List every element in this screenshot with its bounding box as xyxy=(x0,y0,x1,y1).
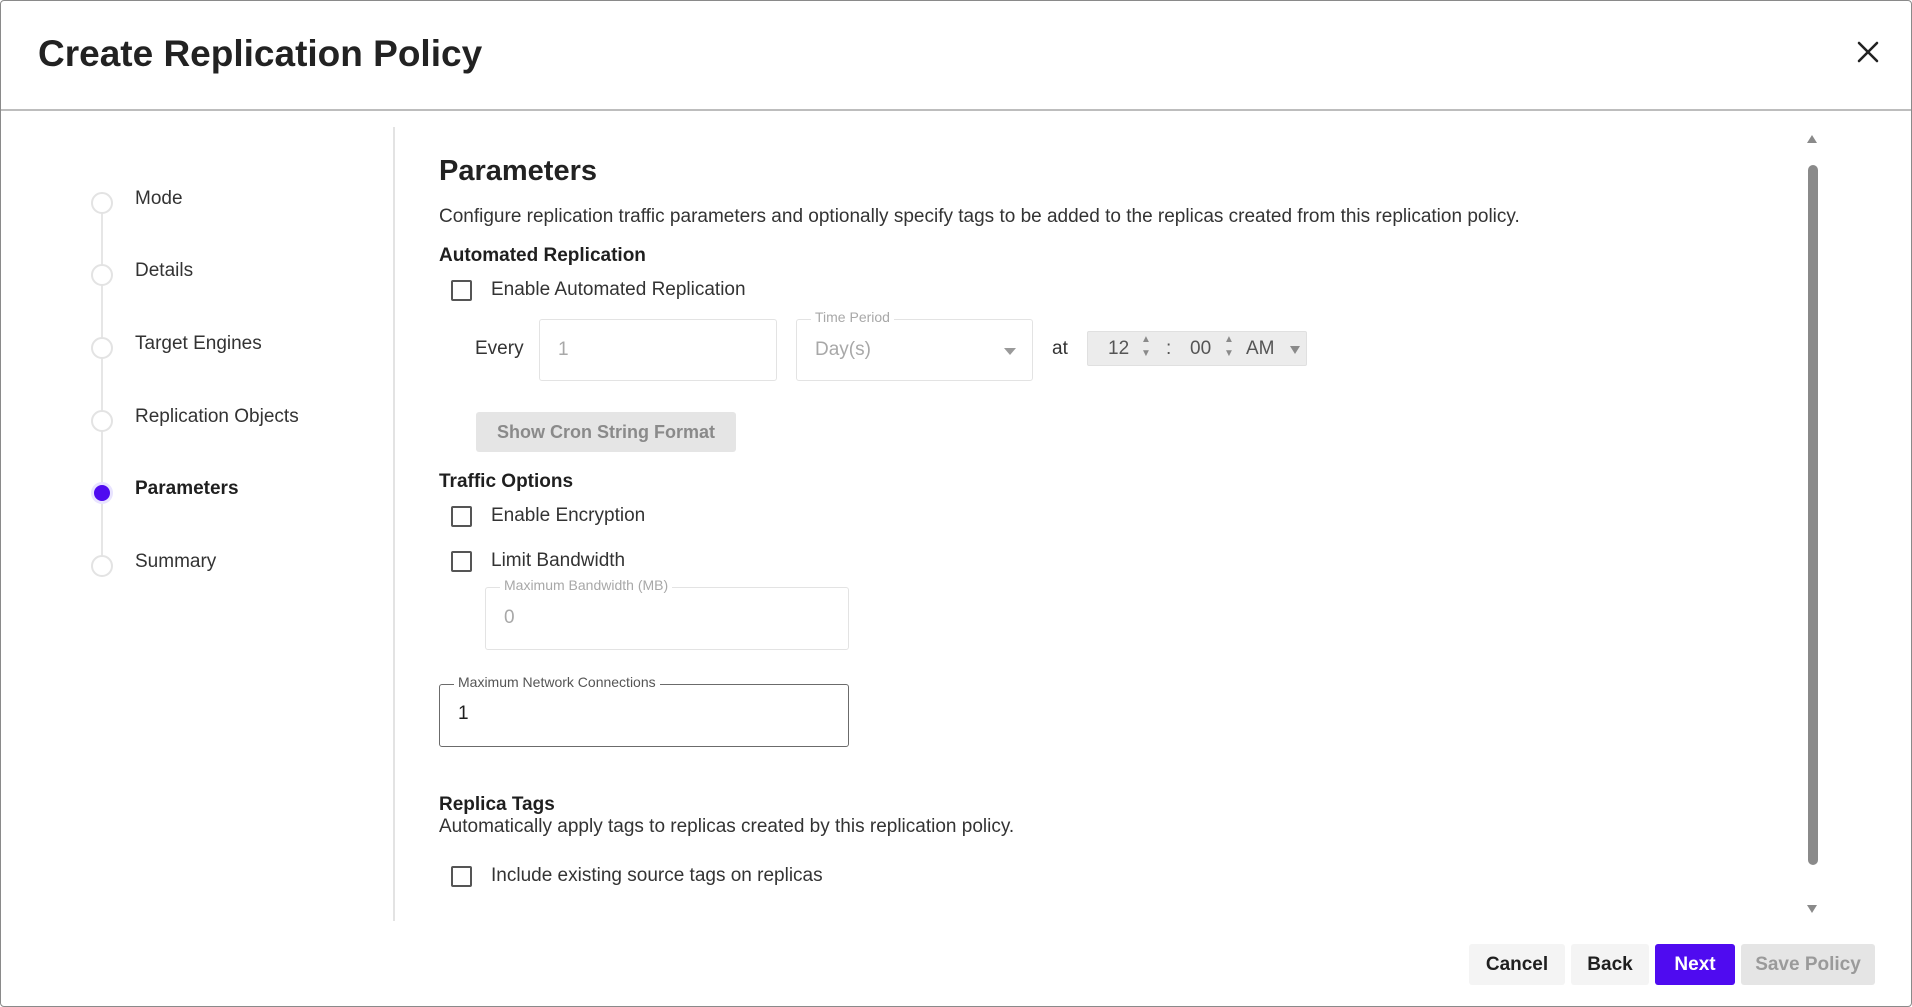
minute-field[interactable]: 00 xyxy=(1190,338,1212,359)
spinner-down-icon[interactable]: ▼ xyxy=(1141,348,1151,359)
scroll-up-icon[interactable] xyxy=(1807,135,1817,143)
save-policy-button[interactable]: Save Policy xyxy=(1741,944,1875,985)
replica-tags-title: Replica Tags xyxy=(439,794,555,815)
checkbox-label: Limit Bandwidth xyxy=(491,550,626,571)
scroll-thumb[interactable] xyxy=(1808,165,1818,865)
every-interval-input[interactable] xyxy=(539,319,777,381)
step-indicator xyxy=(91,192,113,214)
time-period-legend: Time Period xyxy=(811,309,894,325)
every-interval-value: 1 xyxy=(558,339,569,360)
parameters-panel xyxy=(439,127,1789,917)
step-label: Target Engines xyxy=(135,333,262,354)
spinner-up-icon[interactable]: ▲ xyxy=(1141,334,1151,345)
show-cron-string-button[interactable]: Show Cron String Format xyxy=(476,412,736,452)
ampm-chevron-down-icon[interactable] xyxy=(1290,346,1300,354)
stepper-line xyxy=(101,203,103,567)
dialog-header xyxy=(1,1,1911,111)
checkbox-label: Include existing source tags on replicas xyxy=(491,865,823,886)
step-label: Parameters xyxy=(135,478,239,499)
hour-field[interactable]: 12 xyxy=(1108,338,1130,359)
max-bandwidth-value: 0 xyxy=(504,607,515,628)
time-picker xyxy=(1087,331,1307,366)
every-label: Every xyxy=(475,338,524,359)
step-indicator-active xyxy=(91,482,113,504)
content-scrollbar[interactable] xyxy=(1801,127,1823,921)
sidebar-divider xyxy=(393,127,395,921)
step-indicator xyxy=(91,264,113,286)
max-connections-legend: Maximum Network Connections xyxy=(454,674,660,690)
at-label: at xyxy=(1052,338,1068,359)
step-label: Replication Objects xyxy=(135,406,299,427)
checkbox-label: Enable Encryption xyxy=(491,505,646,526)
back-button[interactable]: Back xyxy=(1571,944,1649,985)
step-label: Details xyxy=(135,260,194,281)
checkbox-box[interactable] xyxy=(451,866,472,887)
checkbox-box[interactable] xyxy=(451,506,472,527)
step-indicator xyxy=(91,337,113,359)
scroll-down-icon[interactable] xyxy=(1807,905,1817,913)
automated-replication-title: Automated Replication xyxy=(439,245,646,266)
checkbox-label: Enable Automated Replication xyxy=(491,279,746,300)
checkbox-box[interactable] xyxy=(451,280,472,301)
max-network-connections-input[interactable] xyxy=(439,674,849,747)
time-period-value: Day(s) xyxy=(815,339,871,360)
spinner-down-icon[interactable]: ▼ xyxy=(1224,348,1234,359)
max-bandwidth-input[interactable] xyxy=(485,577,849,650)
cancel-button[interactable]: Cancel xyxy=(1469,944,1565,985)
time-period-select[interactable] xyxy=(796,309,1033,381)
max-connections-value: 1 xyxy=(458,703,469,724)
hour-spinner[interactable] xyxy=(1140,333,1152,363)
minute-spinner[interactable] xyxy=(1223,333,1235,363)
close-icon xyxy=(1851,35,1885,69)
max-bandwidth-legend: Maximum Bandwidth (MB) xyxy=(500,577,672,593)
chevron-down-icon xyxy=(1004,348,1016,355)
checkbox-box[interactable] xyxy=(451,551,472,572)
time-separator: : xyxy=(1166,338,1172,359)
spinner-up-icon[interactable]: ▲ xyxy=(1224,334,1234,345)
page-description: Configure replication traffic parameters and optionally specify tags to be added to the replicas created from this replication policy. xyxy=(439,206,1520,227)
ampm-field[interactable]: AM xyxy=(1246,338,1275,359)
traffic-options-title: Traffic Options xyxy=(439,471,574,492)
replica-tags-description: Automatically apply tags to replicas created by this replication policy. xyxy=(439,816,1015,837)
step-label: Mode xyxy=(135,188,183,209)
next-button[interactable]: Next xyxy=(1655,944,1735,985)
dialog-title: Create Replication Policy xyxy=(38,33,483,74)
step-indicator xyxy=(91,555,113,577)
step-label: Summary xyxy=(135,551,217,572)
step-indicator xyxy=(91,410,113,432)
page-title: Parameters xyxy=(439,155,597,187)
close-button[interactable] xyxy=(1851,35,1885,69)
